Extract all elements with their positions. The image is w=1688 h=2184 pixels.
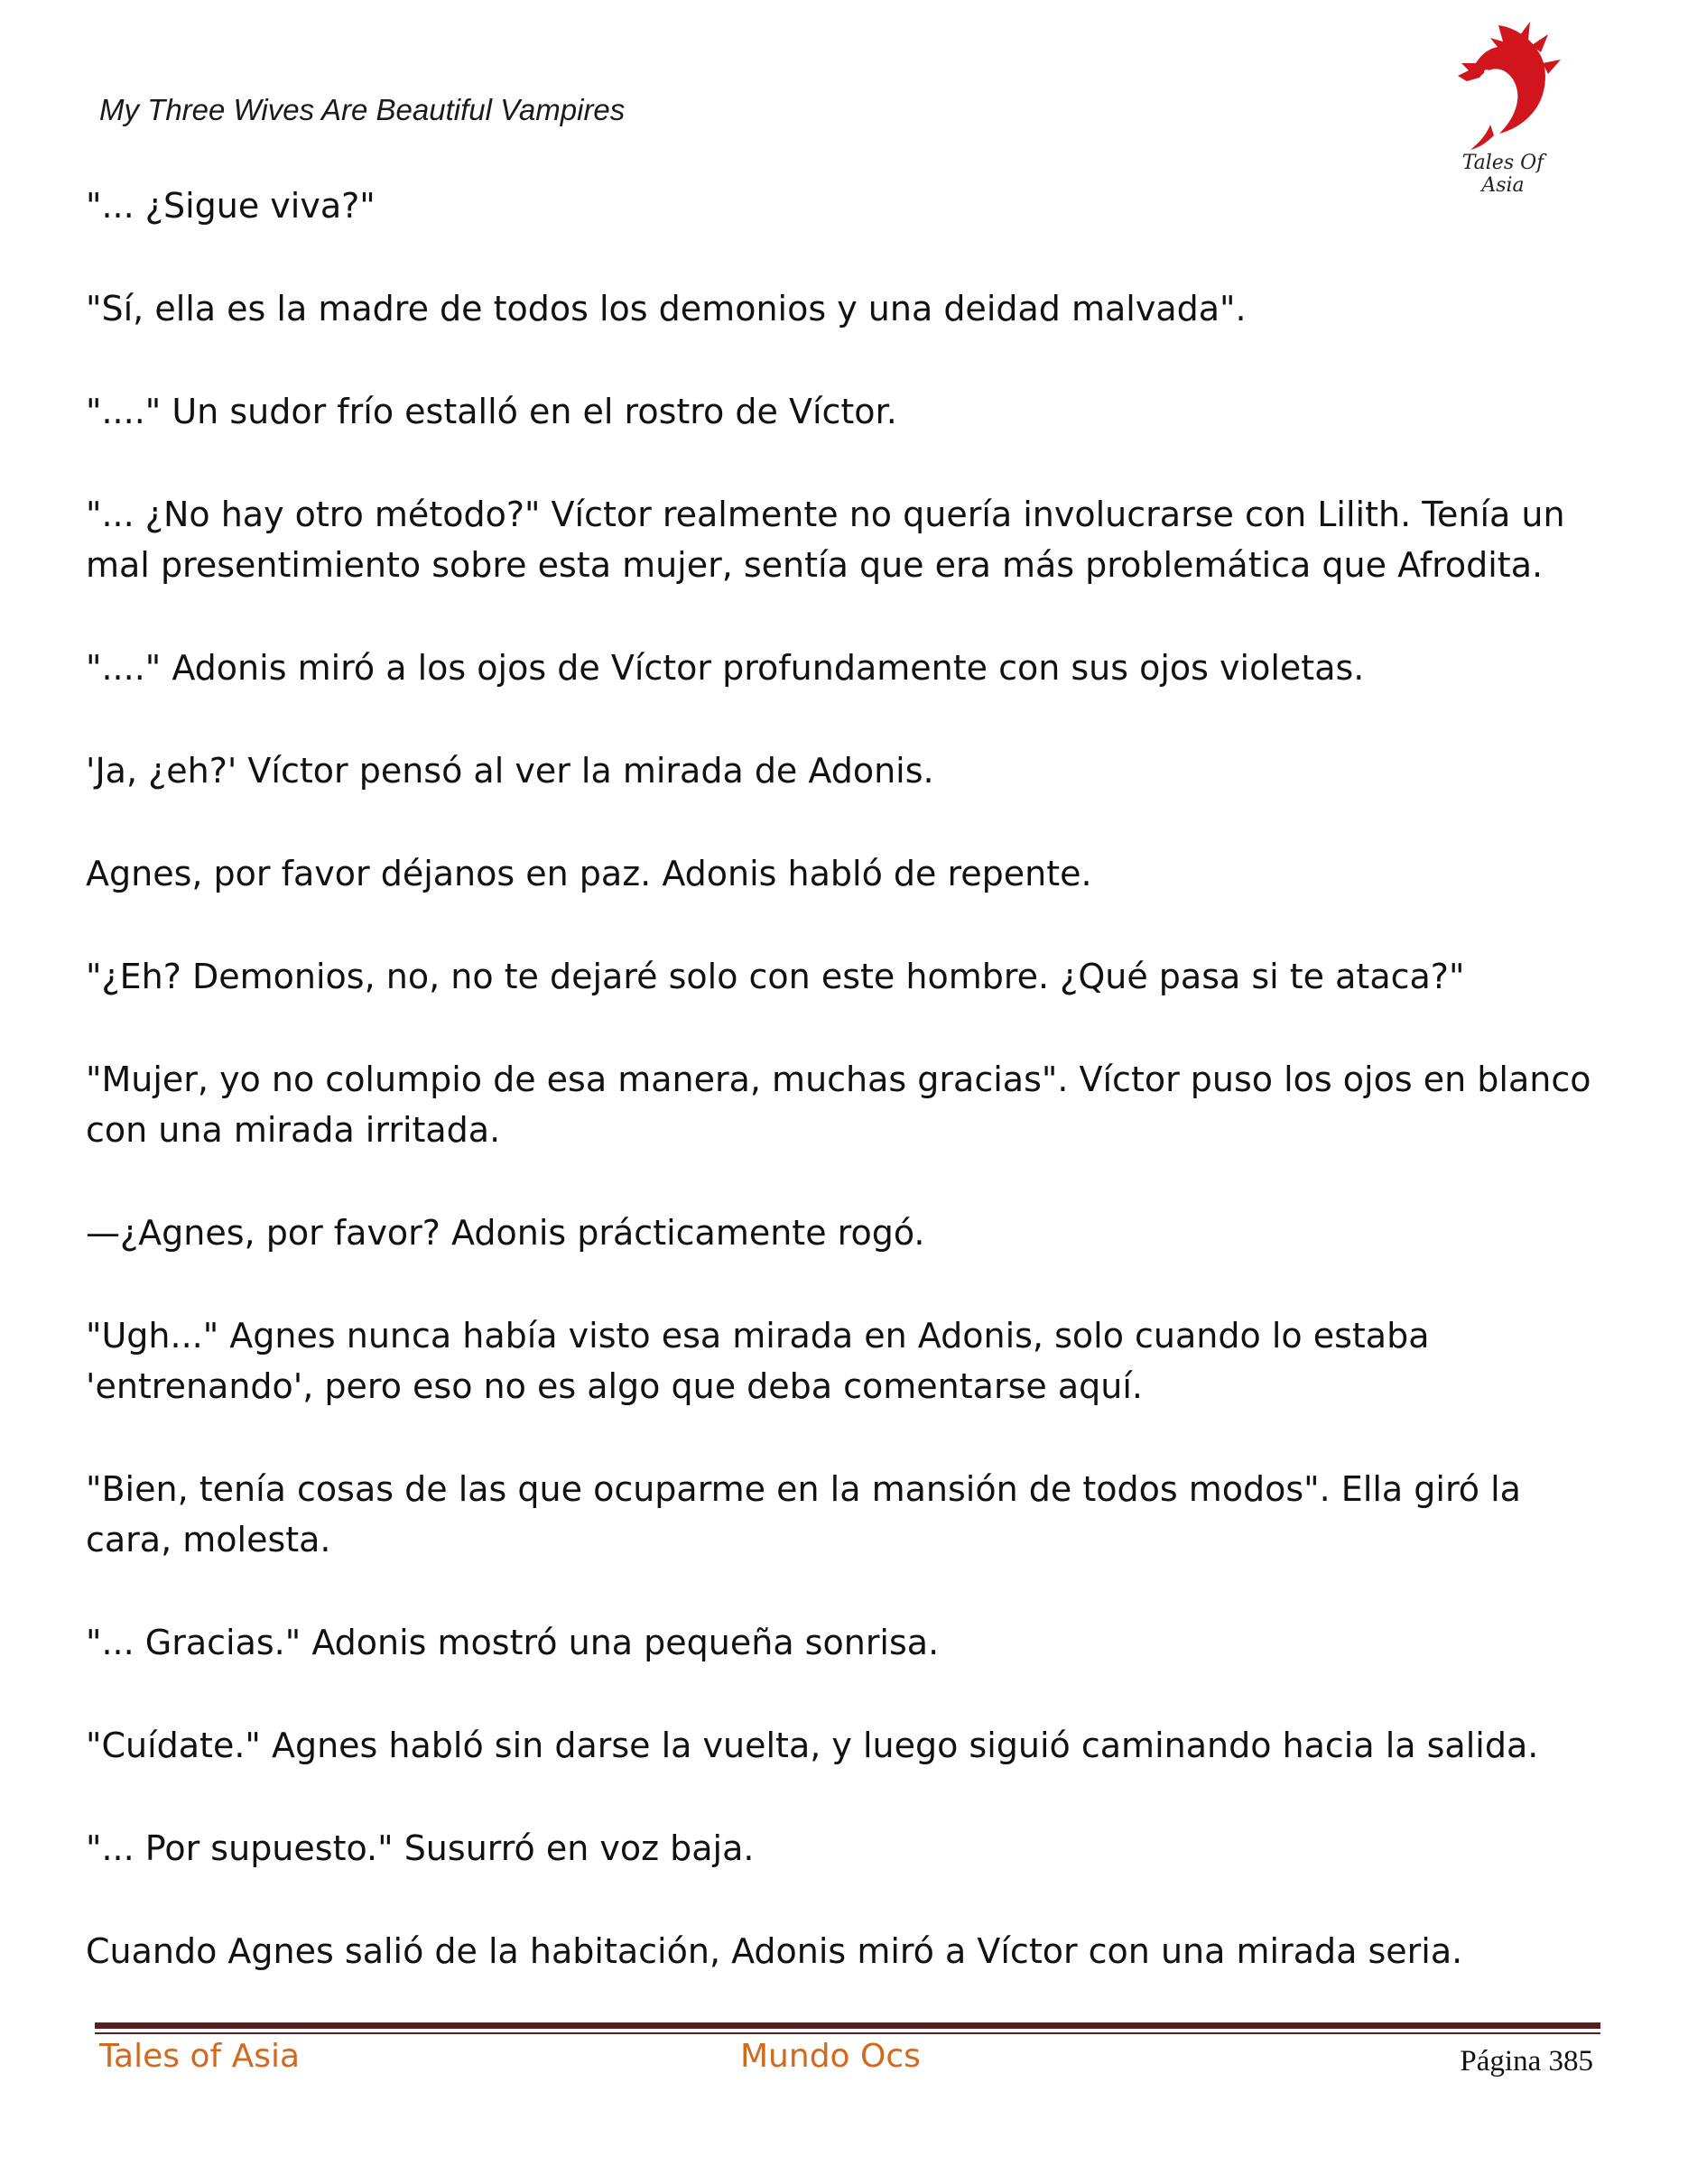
paragraph: "¿Eh? Demonios, no, no te dejaré solo con este hombre. ¿Qué pasa si te ataca?"	[86, 957, 1465, 996]
page-number: Página 385	[1460, 2045, 1593, 2078]
publisher-logo	[1431, 18, 1566, 197]
paragraph: "Sí, ella es la madre de todos los demonios y una deidad malvada".	[86, 289, 1247, 329]
footer-site: Mundo Ocs	[740, 2038, 921, 2075]
footer-divider	[95, 2022, 1600, 2029]
dragon-icon	[1431, 18, 1566, 153]
paragraph: 'Ja, ¿eh?' Víctor pensó al ver la mirada de Adonis.	[86, 751, 934, 791]
book-title: My Three Wives Are Beautiful Vampires	[99, 93, 626, 126]
paragraph: Agnes, por favor déjanos en paz. Adonis habló de repente.	[86, 854, 1092, 893]
chapter-body	[86, 180, 1611, 2029]
logo-text: Tales Of Asia	[1461, 152, 1544, 197]
paragraph: "...." Adonis miró a los ojos de Víctor profundamente con sus ojos violetas.	[86, 648, 1365, 688]
paragraph: "... ¿No hay otro método?" Víctor realmente no quería involucrarse con Lilith. Tenía un mal presentimiento sobre esta mujer, sentía que era más problemática que Afrodita.	[86, 495, 1565, 585]
paragraph: "... Por supuesto." Susurró en voz baja.	[86, 1828, 755, 1868]
paragraph: "Cuídate." Agnes habló sin darse la vuelta, y luego siguió caminando hacia la salida.	[86, 1726, 1539, 1765]
paragraph: "... Gracias." Adonis mostró una pequeña sonrisa.	[86, 1623, 940, 1662]
paragraph: "Ugh..." Agnes nunca había visto esa mirada en Adonis, solo cuando lo estaba 'entrenando', pero eso no es algo que deba comentarse aquí.	[86, 1316, 1430, 1406]
paragraph: "Bien, tenía cosas de las que ocuparme en la mansión de todos modos". Ella giró la cara, molesta.	[86, 1469, 1521, 1559]
footer-divider-thin	[95, 2032, 1600, 2034]
paragraph: "...." Un sudor frío estalló en el rostro de Víctor.	[86, 392, 897, 431]
footer-publisher: Tales of Asia	[99, 2038, 301, 2075]
paragraph: "Mujer, yo no columpio de esa manera, muchas gracias". Víctor puso los ojos en blanco con una mirada irritada.	[86, 1060, 1591, 1150]
paragraph: —¿Agnes, por favor? Adonis prácticamente rogó.	[86, 1213, 925, 1253]
paragraph: Cuando Agnes salió de la habitación, Adonis miró a Víctor con una mirada seria.	[86, 1931, 1463, 1971]
paragraph: "... ¿Sigue viva?"	[86, 186, 376, 226]
